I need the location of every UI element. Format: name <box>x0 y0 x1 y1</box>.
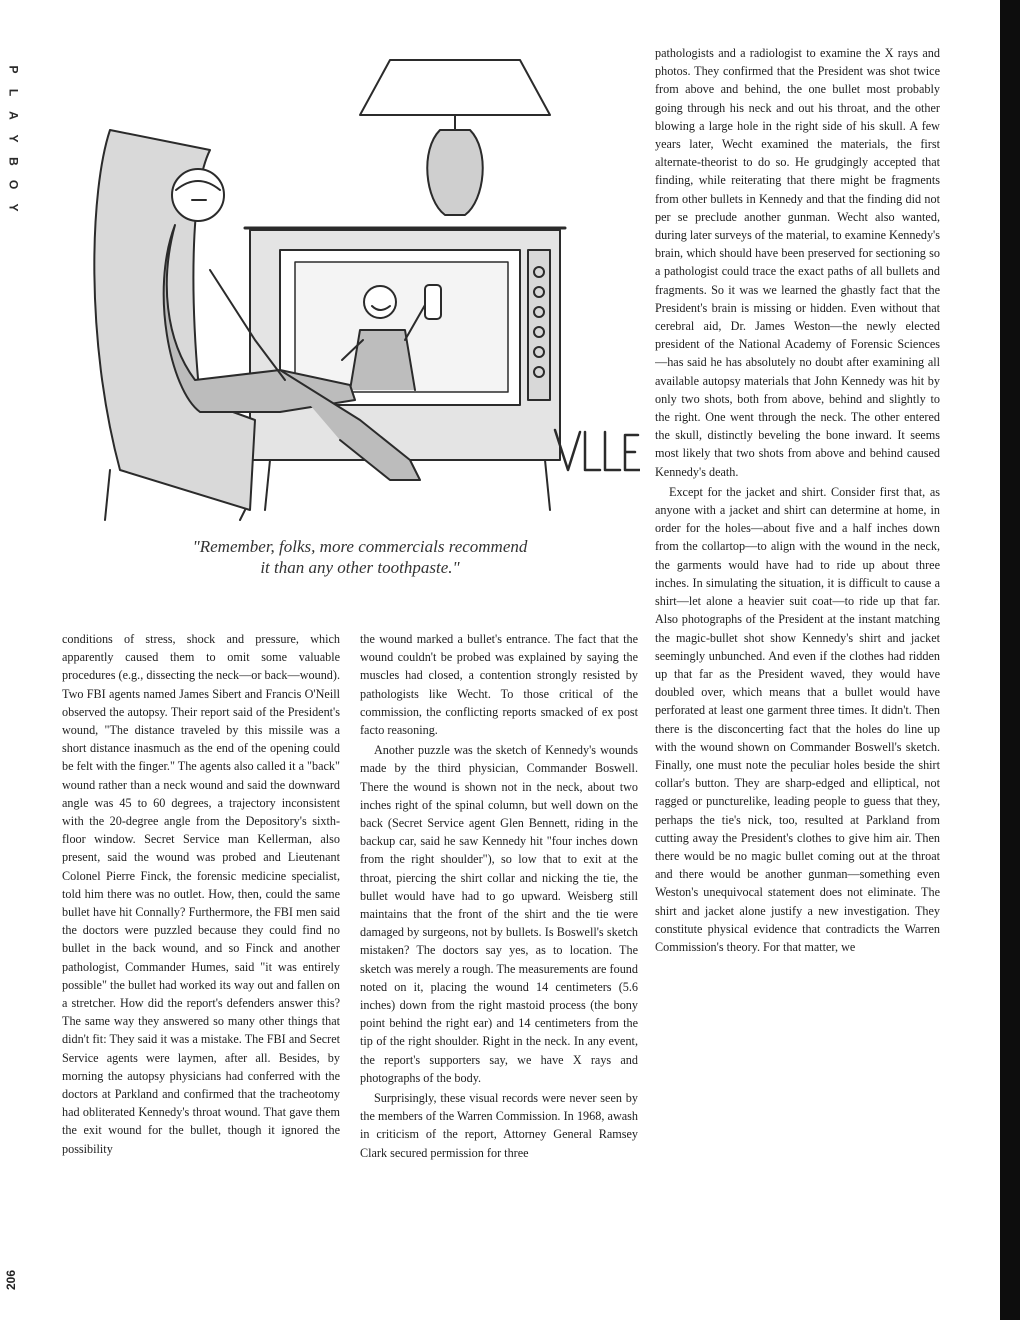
masthead-letter: Y <box>6 203 21 212</box>
caption-line: it than any other toothpaste." <box>260 558 460 577</box>
masthead-letter: A <box>6 111 21 120</box>
masthead-letter: L <box>6 88 21 97</box>
cartoon-illustration <box>80 40 640 530</box>
paragraph: conditions of stress, shock and pressure, which apparently caused them to omit some valuable procedures (e.g., dissecting the neck—or back—wound). Two FBI agents named James Sibert and Francis O'Neill observed the autopsy. Their report said of the President's wound, "The distance traveled by this missile was a short distance inasmuch as the end of the opening could be felt with the finger." The agents also called it a "back" wound rather than a neck wound and said the downward angle was 45 to 60 degrees, a trajectory inconsistent with the 20-degree angle from the Depository's sixth-floor window. Secret Service man Kellerman, also present, said the wound was probed and Lieutenant Colonel Pierre Finck, the forensic medicine specialist, told him there was no outlet. How, then, could the same bullet have hit Connally? Furthermore, the FBI men said the doctors were puzzled because they could find no bullet in the back wound, and so Finck and another pathologist, Commander Humes, said "it was entirely possible" the bullet had worked its way out and fallen on a stretcher. How did the report's defenders answer this? The same way they answered so many other things that didn't fit: They said it was a mistake. The FBI and Secret Service agents were laymen, after all. Besides, by morning the autopsy physicians had conferred with the doctors at Parkland and confirmed that the tracheotomy had obliterated Kennedy's throat wound. That gave them the exit wound for the bullet, though it ignored the possibility <box>62 632 340 1156</box>
page-edge <box>1000 0 1020 1320</box>
magazine-name-vertical <box>2 58 24 219</box>
masthead-letter: O <box>6 179 21 190</box>
masthead-letter: Y <box>6 134 21 143</box>
article-column-3 <box>655 44 940 1289</box>
caption-line: "Remember, folks, more commercials recommend <box>192 537 528 556</box>
masthead-letter: B <box>6 157 21 166</box>
article-column-2 <box>360 630 638 1285</box>
page-number: 206 <box>4 1269 18 1290</box>
paragraph: pathologists and a radiologist to examine the X rays and photos. They confirmed that the President was shot twice from above and behind, the one bullet most probably going through his neck and out his throat, and the other blowing a large hole in the right side of his skull. A few years later, Wecht examined the materials, the first alternate-theorist to do so. He grudgingly accepted that finding, while reiterating that there might be fragments from other bullets in Kennedy and that the finding did not per se preclude another gunman. Wecht also wanted, during later surveys of the material, to examine Kennedy's brain, which should have been preserved for sectioning so a pathologist could trace the exact paths of all bullets and fragments. So it was we learned the ghastly fact that the President's brain is missing or hidden. Even without that cerebral aid, Dr. James Weston—the newly elected president of the National Academy of Forensic Sciences—has said he has absolutely no doubt after examining all available autopsy materials that John Kennedy was hit by only two shots, both from above, behind and slightly to the right. One went through the neck. The other entered the skull, distinctly beveling the bone inward. It seems most likely that two shots from above and behind caused Kennedy's death. <box>655 46 940 479</box>
paragraph: the wound marked a bullet's entrance. The fact that the wound couldn't be probed was explained by saying the muscles had closed, a contention strongly resisted by pathologists like Wecht. To those critical of the commission, the conflicting reports smacked of ex post facto reasoning. <box>360 632 638 738</box>
article-column-1 <box>62 630 340 1285</box>
paragraph: Surprisingly, these visual records were never seen by the members of the Warren Commission. In 1968, awash in criticism of the report, Attorney General Ramsey Clark secured permission for three <box>360 1091 638 1160</box>
paragraph: Another puzzle was the sketch of Kennedy's wounds made by the third physician, Commander Boswell. There the wound is shown not in the neck, about two inches right of the spinal column, but well down on the back (Secret Service agent Glen Bennett, riding in the backup car, said he saw Kennedy hit "four inches down from the right shoulder"), so low that to exit at the throat, piercing the shirt collar and nicking the tie, the bullet would have had to go upward. Weisberg still maintains that the front of the shirt and the tie were damaged by surgeons, not by bullets. Is Boswell's sketch mistaken? The doctors say yes, as to location. The sketch was merely a rough. The measurements are found noted on it, placing the wound 14 centimeters (5.6 inches) down from the right mastoid process (the bony point behind the right ear) and 14 centimeters from the tip of the right shoulder. Right in the neck. In any event, the report's supporters say, we have X rays and photographs of the body. <box>360 743 638 1085</box>
cartoon-caption <box>110 536 610 578</box>
masthead-letter: P <box>6 65 21 74</box>
paragraph: Except for the jacket and shirt. Consider first that, as anyone with a jacket and shirt can determine at home, in order for the holes—about five and a half inches down from the collartop—to align with the wound in the neck, the garments would have had to ride up about three inches. In simulating the situation, it is difficult to cause a shirt—let alone a heavier suit coat—to ride up that far. Also photographs of the President at the instant matching the magic-bullet shot show Kennedy's shirt and jacket seemingly unbunched. And even if the clothes had ridden up that far as the President waved, they would have doubled over, which means that a bullet would have perforated at least one garment three times. It didn't. Then there is the disconcerting fact that the holes do line up with the wound shown on Commander Boswell's sketch. Finally, one must note the peculiar holes beside the shirt collar's button. They are sharp-edged and elliptical, not ragged or puncturelike, leading people to guess that they, perhaps the tie's nick, too, resulted at Parkland from cutting away the President's clothes to give him air. Then there would be no magic bullet coming out at the throat and there would be another gunman—something even Weston's unequivocal statement does not eliminate. The shirt and jacket alone justify a new investigation. They constitute physical evidence that contradicts the Warren Commission's theory. For that matter, we <box>655 484 940 954</box>
